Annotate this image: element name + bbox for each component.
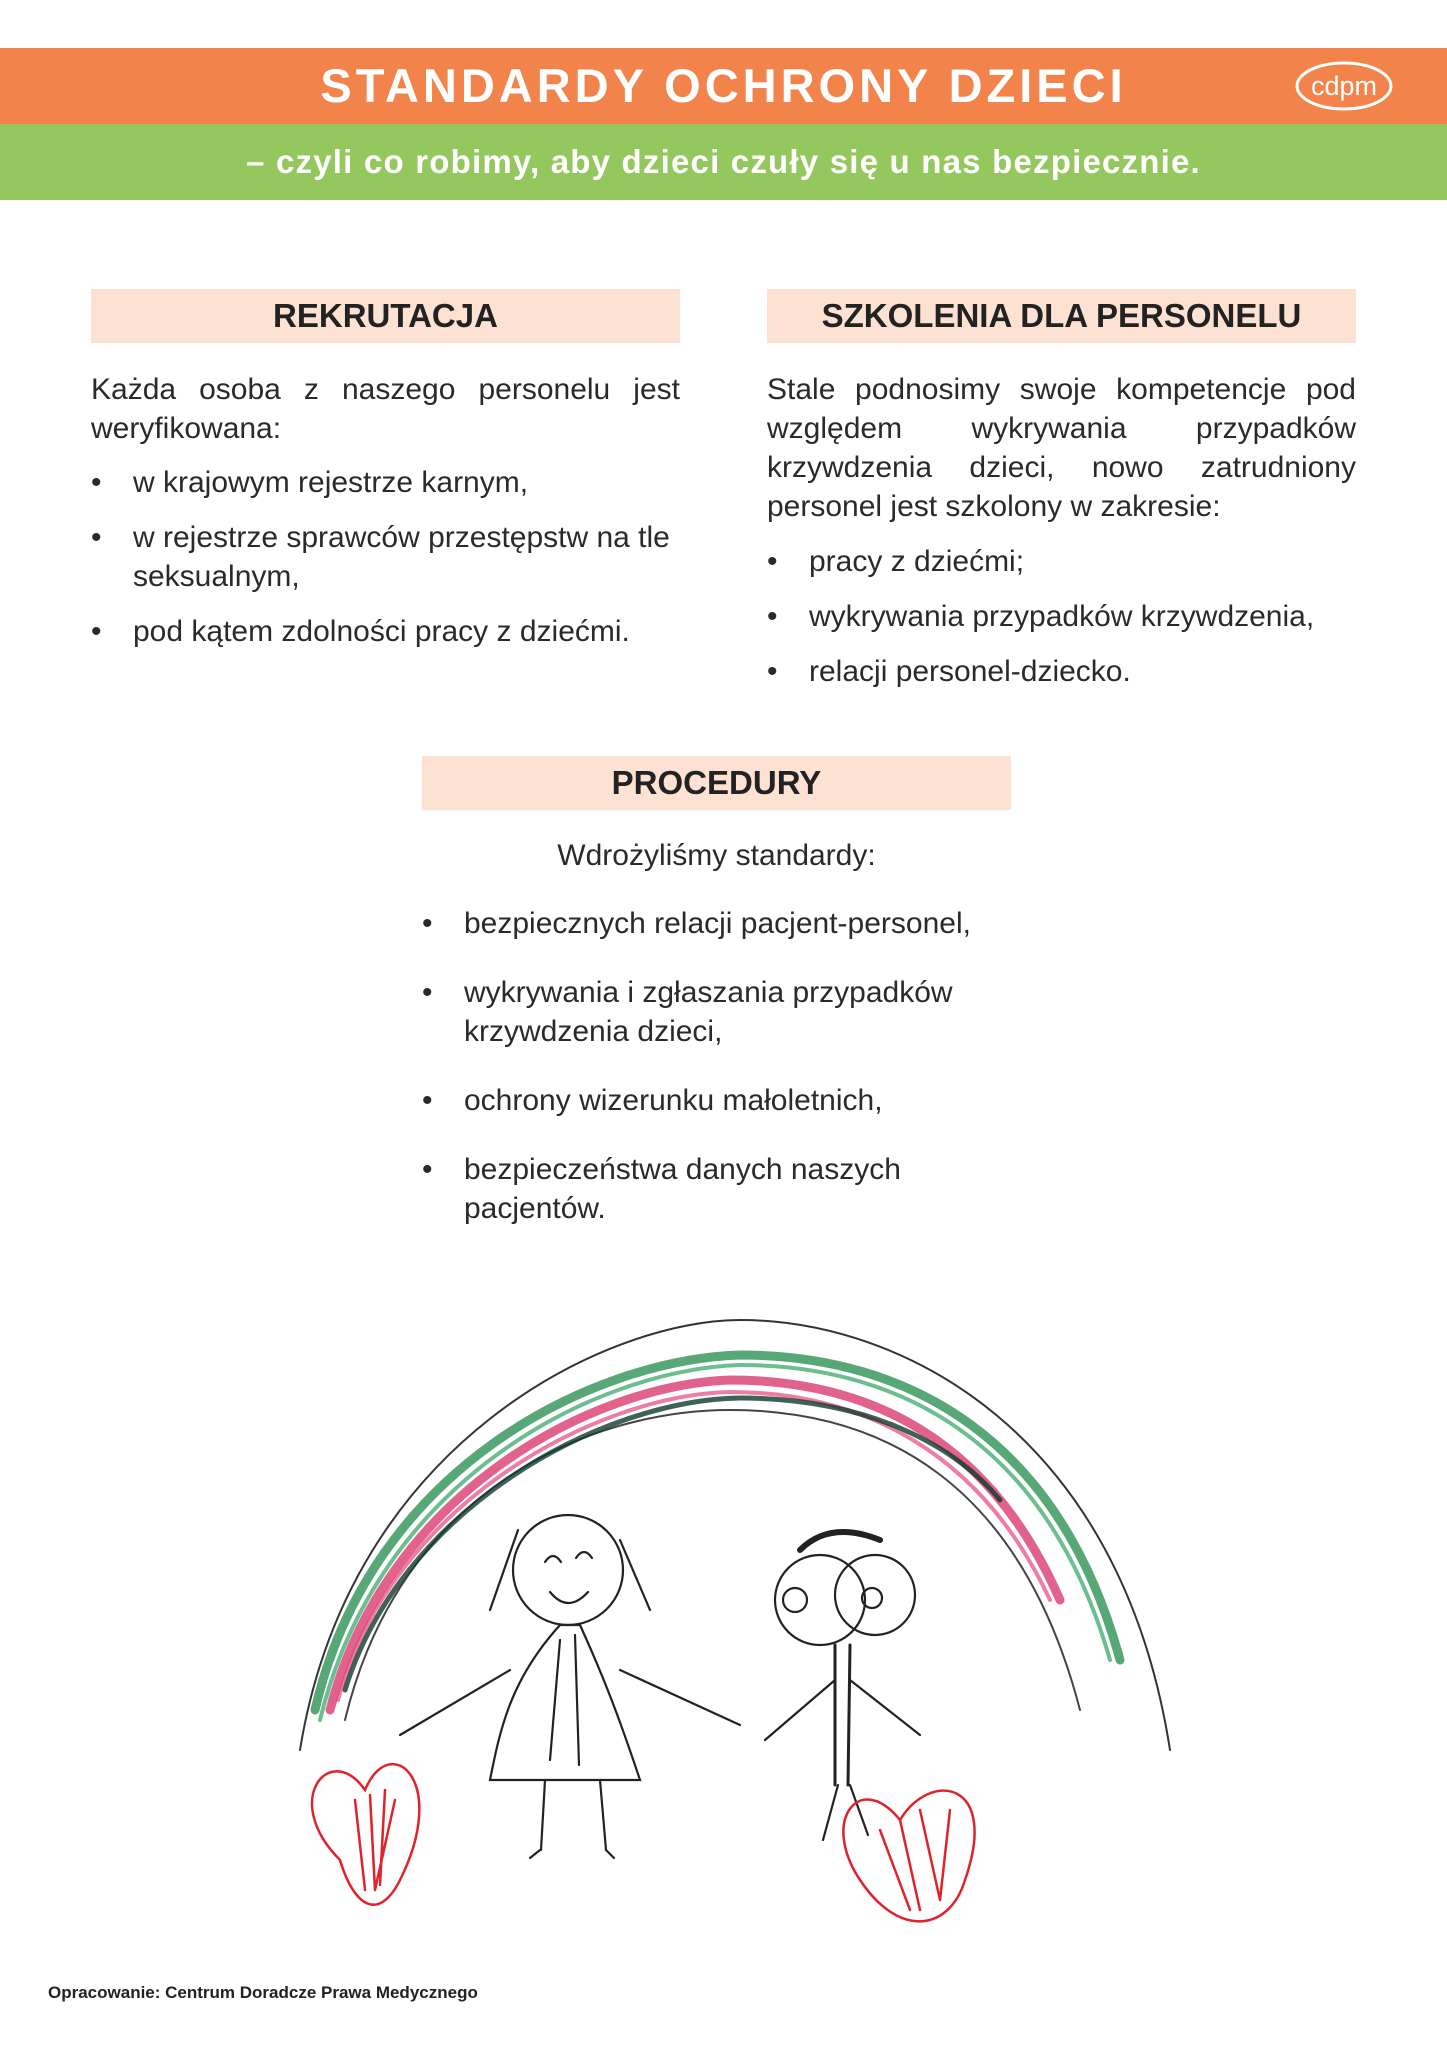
svg-text:cdpm: cdpm xyxy=(1310,71,1378,101)
list-item xyxy=(422,1081,1022,1120)
figure-right xyxy=(765,1532,920,1840)
section-heading-procedury: PROCEDURY xyxy=(422,756,1011,810)
bullet-icon: • xyxy=(767,655,778,688)
bullet-icon: • xyxy=(422,1153,433,1186)
child-drawing-rainbow-illustration xyxy=(260,1300,1210,1970)
section-heading-rekrutacja: REKRUTACJA xyxy=(91,289,680,343)
figure-left xyxy=(400,1515,740,1858)
rekrutacja-list xyxy=(91,463,691,651)
list-item-text: pod kątem zdolności pracy z dziećmi. xyxy=(133,615,630,648)
rainbow-inner-arc xyxy=(345,1410,1080,1720)
bullet-icon: • xyxy=(767,600,778,633)
rekrutacja-intro: Każda osoba z naszego personelu jest weryfikowana: xyxy=(91,373,680,445)
procedury-intro: Wdrożyliśmy standardy: xyxy=(557,839,876,872)
list-item xyxy=(767,597,1367,636)
list-item-text: w rejestrze sprawców przestępstw na tle seksualnym, xyxy=(133,521,670,593)
list-item-text: wykrywania i zgłaszania przypadków krzywdzenia dzieci, xyxy=(464,976,953,1048)
rainbow-pink-band xyxy=(330,1380,1060,1710)
list-item xyxy=(422,973,1054,1051)
procedury-list xyxy=(422,904,1022,1228)
rainbow-dark-band xyxy=(345,1398,1000,1690)
bullet-icon: • xyxy=(422,907,433,940)
list-item xyxy=(91,612,691,651)
bullet-icon: • xyxy=(422,1084,433,1117)
page-subtitle: – czyli co robimy, aby dzieci czuły się u nas bezpiecznie. xyxy=(246,143,1201,180)
cdpm-logo xyxy=(1294,58,1394,114)
bullet-icon: • xyxy=(91,615,102,648)
list-item xyxy=(422,904,1022,943)
list-item xyxy=(91,518,678,596)
footer-credit: Opracowanie: Centrum Doradcze Prawa Medycznego xyxy=(48,1983,478,2002)
list-item-text: bezpiecznych relacji pacjent-personel, xyxy=(464,907,971,940)
heart-left-icon xyxy=(312,1764,419,1905)
list-item xyxy=(91,463,691,502)
list-item xyxy=(767,652,1367,691)
bullet-icon: • xyxy=(91,521,102,554)
list-item-text: ochrony wizerunku małoletnich, xyxy=(464,1084,883,1117)
list-item-text: bezpieczeństwa danych naszych pacjentów. xyxy=(464,1153,901,1225)
list-item-text: w krajowym rejestrze karnym, xyxy=(133,466,529,499)
heart-right-icon xyxy=(843,1791,974,1922)
section-heading-szkolenia: SZKOLENIA DLA PERSONELU xyxy=(767,289,1356,343)
bullet-icon: • xyxy=(767,545,778,578)
list-item xyxy=(422,1150,994,1228)
list-item-text: wykrywania przypadków krzywdzenia, xyxy=(809,600,1315,633)
szkolenia-list xyxy=(767,542,1367,691)
list-item-text: pracy z dziećmi; xyxy=(809,545,1025,578)
bullet-icon: • xyxy=(91,466,102,499)
list-item-text: relacji personel-dziecko. xyxy=(809,655,1131,688)
page-title: STANDARDY OCHRONY DZIECI xyxy=(320,59,1127,112)
bullet-icon: • xyxy=(422,976,433,1009)
list-item xyxy=(767,542,1367,581)
szkolenia-intro: Stale podnosimy swoje kompetencje pod względem wykrywania przypadków krzywdzenia dzieci, nowo zatrudniony personel jest szkolony w zakresie: xyxy=(767,373,1356,523)
